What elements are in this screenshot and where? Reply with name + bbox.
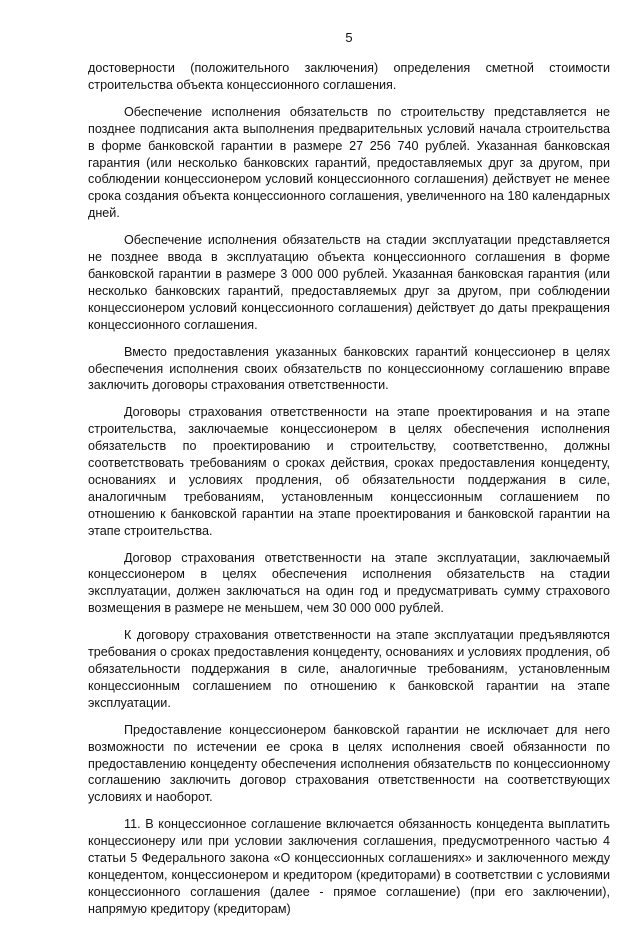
paragraph-clause-11: 11. В концессионное соглашение включается обязанность концедента выплатить концессионеру или при условии заключения соглашения, предусмотренного частью 4 статьи 5 Федерального закона «О концессионных соглашениях» и заключенного между концедентом, концессионером и кредитором (кредиторами) в соответствии с условиями концессионного соглашения (далее - прямое соглашение) (при его заключении), напрямую кредитору (кредиторам): [88, 817, 610, 916]
paragraph-operation-insurance: Договор страхования ответственности на этапе эксплуатации, заключаемый концессионером в целях обеспечения исполнения обязательств на стадии эксплуатации, должен заключаться на один год и предусматривать сумму страхового возмещения в размере не меньшем, чем 30 000 000 рублей.: [88, 550, 610, 616]
document-page: [88, 30, 610, 928]
paragraph-insurance-alternative: Вместо предоставления указанных банковских гарантий концессионер в целях обеспечения исполнения своих обязательств по концессионному соглашению вправе заключить договоры страхования ответственности.: [88, 344, 610, 393]
paragraph-design-construction-insurance: Договоры страхования ответственности на этапе проектирования и на этапе строительства, заключаемые концессионером в целях обеспечения исполнения обязательств по проектированию и строительству, соответственно, должны соответствовать требованиям о сроках действия, сроках предоставления концеденту, основаниях и условиях продления, об обязательности поддержания в силе, аналогичным требованиям, установленным концессионным соглашением по отношению к банковской гарантии на этапе проектирования и банковской гарантии на этапе строительства.: [88, 405, 610, 538]
paragraph-operation-guarantee: Обеспечение исполнения обязательств на стадии эксплуатации представляется не позднее ввода в эксплуатацию объекта концессионного соглашения в форме банковской гарантии в размере 3 000 000 рублей. Указанная банковская гарантия (или несколько банковских гарантий, предоставляемых друг за другом, при соблюдении концессионером условий концессионного соглашения) действует до даты прекращения концессионного соглашения.: [88, 233, 610, 332]
paragraph-operation-insurance-requirements: К договору страхования ответственности на этапе эксплуатации предъявляются требования о сроках предоставления концеденту, основаниях и условиях продления, об обязательности поддержания в силе, аналогичные требованиям, установленным концессионным соглашением по отношению к банковской гарантии на этапе эксплуатации.: [88, 628, 610, 710]
page-number: 5: [345, 30, 353, 45]
paragraph-construction-guarantee: Обеспечение исполнения обязательств по строительству представляется не позднее подписания акта выполнения предварительных условий начала строительства в форме банковской гарантии в размере 27 256 740 рублей. Указанная банковская гарантия (или несколько банковских гарантий, предоставляемых друг за другом, при соблюдении концессионером условий концессионного соглашения) действует не менее срока создания объекта концессионного соглашения, увеличенного на 180 календарных дней.: [88, 104, 610, 221]
paragraph-continuation: достоверности (положительного заключения) определения сметной стоимости строительства объекта концессионного соглашения.: [88, 61, 610, 92]
paragraph-guarantee-replacement: Предоставление концессионером банковской гарантии не исключает для него возможности по истечении ее срока в целях исполнения своей обязанности по предоставлению концеденту обеспечения исполнения обязательств по концессионному соглашению заключить договор страхования ответственности на соответствующих условиях и наоборот.: [88, 722, 610, 805]
